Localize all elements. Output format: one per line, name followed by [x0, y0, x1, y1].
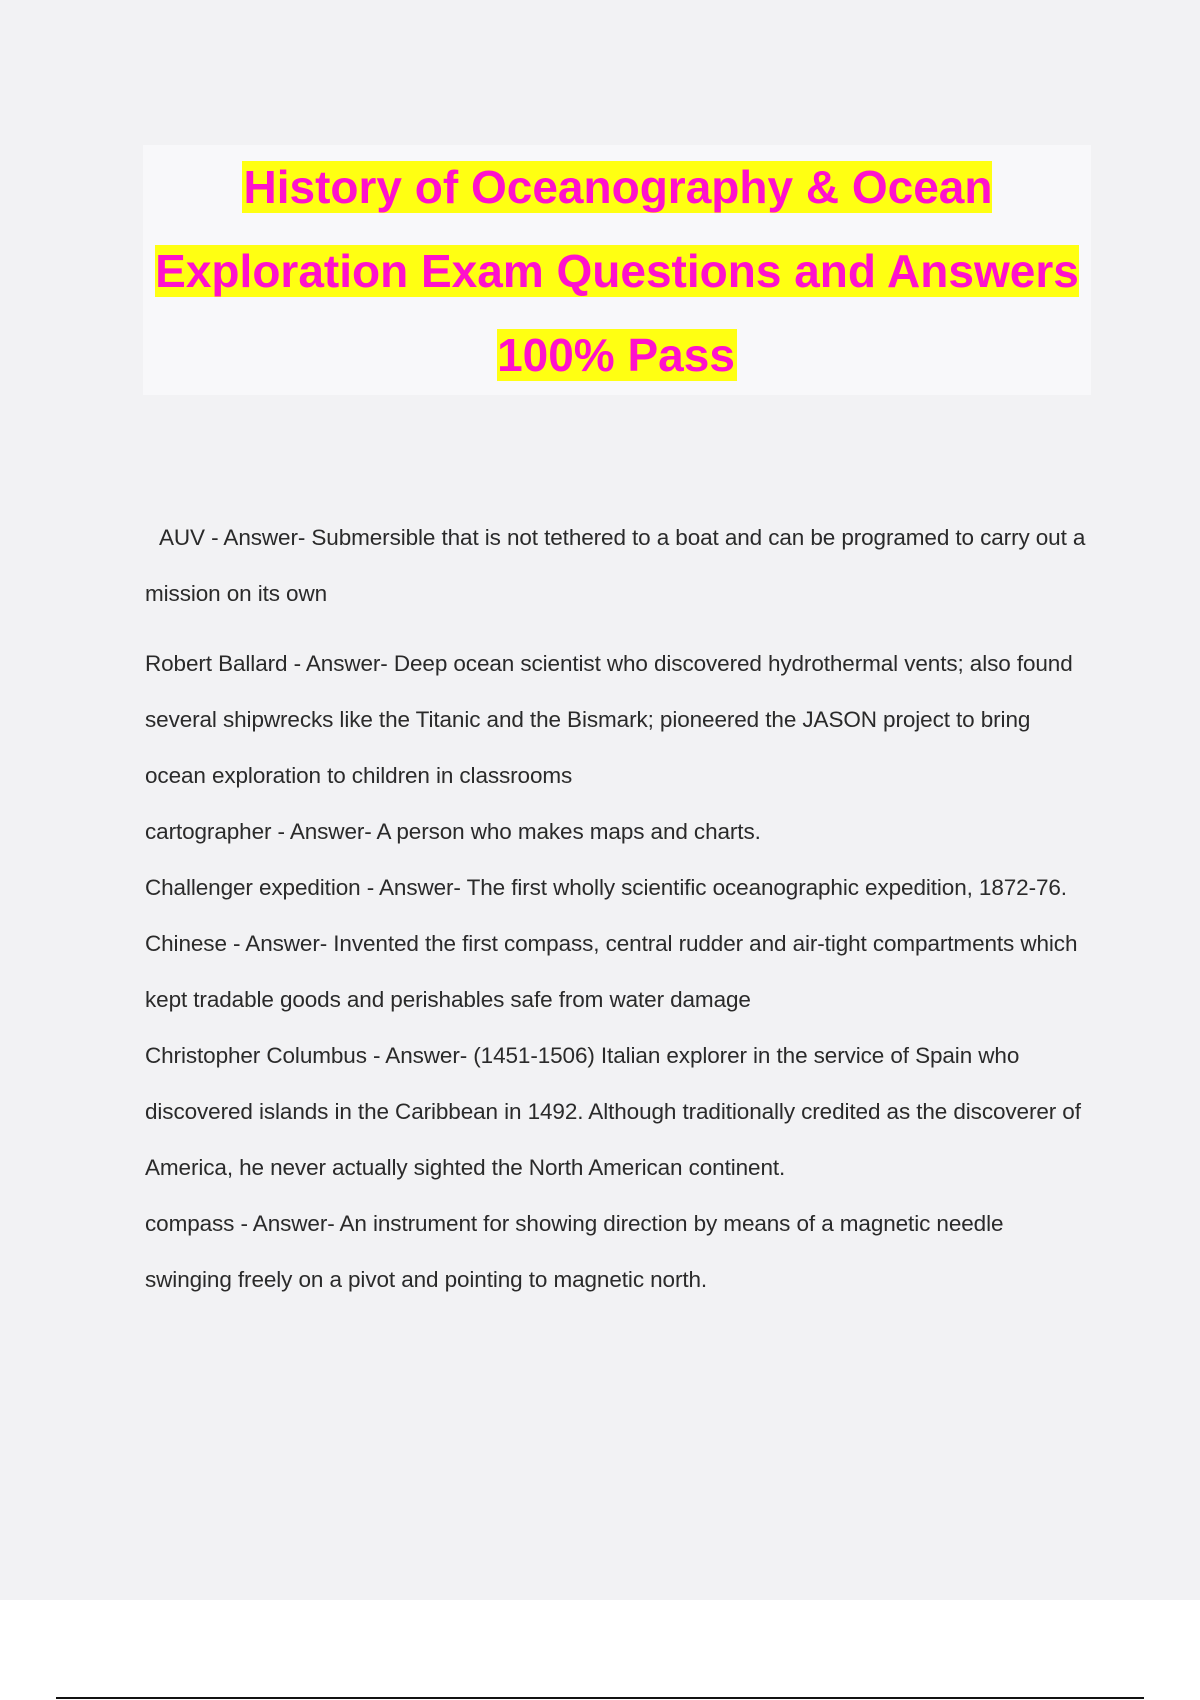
document-title — [143, 145, 1091, 397]
qa-entry-christopher-columbus: Christopher Columbus - Answer- (1451-1506) Italian explorer in the service of Spain who discovered islands in the Caribbean in 1492. Although traditionally credited as the discoverer of America, he never actually sighted the North American continent. — [145, 1043, 1081, 1180]
qa-entry-auv: AUV - Answer- Submersible that is not tethered to a boat and can be programed to carry out a mission on its own — [145, 525, 1086, 606]
qa-entry-robert-ballard: Robert Ballard - Answer- Deep ocean scientist who discovered hydrothermal vents; also found several shipwrecks like the Titanic and the Bismark; pioneered the JASON project to bring ocean exploration to children in classrooms — [145, 651, 1073, 788]
document-title-text: History of Oceanography & Ocean Exploration Exam Questions and Answers 100% Pass — [155, 161, 1079, 381]
footer-divider — [56, 1697, 1144, 1699]
qa-entry-challenger-expedition: Challenger expedition - Answer- The first wholly scientific oceanographic expedition, 1872-76. — [145, 875, 1067, 900]
qa-list — [145, 510, 1095, 1308]
qa-entry-cartographer: cartographer - Answer- A person who makes maps and charts. — [145, 819, 761, 844]
title-box — [143, 145, 1091, 395]
qa-entry-chinese: Chinese - Answer- Invented the first compass, central rudder and air-tight compartments which kept tradable goods and perishables safe from water damage — [145, 931, 1078, 1012]
qa-entry-compass: compass - Answer- An instrument for showing direction by means of a magnetic needle swinging freely on a pivot and pointing to magnetic north. — [145, 1211, 1004, 1292]
